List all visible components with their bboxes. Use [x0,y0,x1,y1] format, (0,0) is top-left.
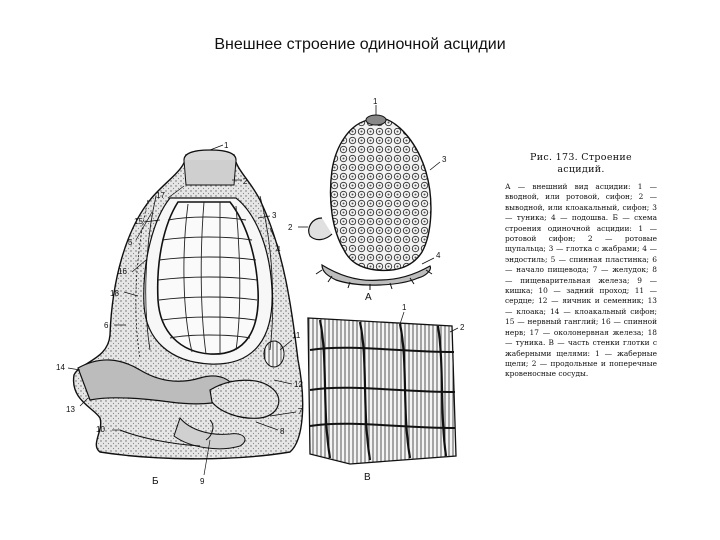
panel-b-section [56,141,303,487]
ascidian-figure [56,97,490,500]
label-a-2: 2 [288,223,293,232]
label-b-14: 14 [56,363,65,372]
label-b-18: 18 [110,289,119,298]
label-b-4: 4 [276,245,281,254]
label-b-12: 12 [294,380,303,389]
label-b-1: 1 [224,141,229,150]
label-c-1: 1 [402,303,407,312]
caption-body: А — внешний вид асцидии: 1 — вводной, или ротовой, сифон; 2 — выводной, или клоакальный, сифон; 3 — туника; 4 — подошва. Б — схема строения одиночной асцидии: 1 — ротовой сифон; 2 — ротовые щупальца; 3 — глотка с жабрами; 4 — эндостиль; 5 — спинная пластинка; 6 — начало пищевода; 7 — желудок; 8 — пищеварительная железа; 9 — кишка; 10 — задний проход; 11 — сердце; 12 — яичник и семенник; 13 — клоака; 14 — клоакальный сифон; 15 — нервный ганглий; 16 — спинной нерв; 17 — околонервная железа; 18 — туника. В — часть стенки глотки с жаберными щелями: 1 — жаберные щели; 2 — продольные и поперечные кровеносные сосуды. [505,182,657,379]
label-b-5: 5 [128,238,133,247]
panel-a-external-view [288,97,447,303]
label-b-17: 17 [156,191,165,200]
label-b-15: 15 [134,217,143,226]
label-b-10: 10 [96,425,105,434]
label-b-11: 11 [292,331,301,340]
label-b-3: 3 [272,211,277,220]
figure-caption [505,152,657,380]
label-b-6: 6 [104,321,109,330]
panel-label-c: В [364,472,371,483]
label-b-13: 13 [66,405,75,414]
label-a-3: 3 [442,155,447,164]
label-a-1: 1 [373,97,378,106]
label-b-9: 9 [200,477,205,486]
label-a-4: 4 [436,251,441,260]
slide-title: Внешнее строение одиночной асцидии [214,36,506,53]
ascidian-illustration [56,97,490,500]
panel-label-b: Б [152,476,159,487]
label-b-16: 16 [118,267,127,276]
panel-c-pharynx-wall [308,303,465,483]
label-b-8: 8 [280,427,285,436]
label-c-2: 2 [460,323,465,332]
label-b-2: 2 [243,177,248,186]
caption-title: Рис. 173. Строение асцидий. [530,152,632,175]
label-b-7: 7 [298,407,303,416]
panel-label-a: А [365,292,372,303]
